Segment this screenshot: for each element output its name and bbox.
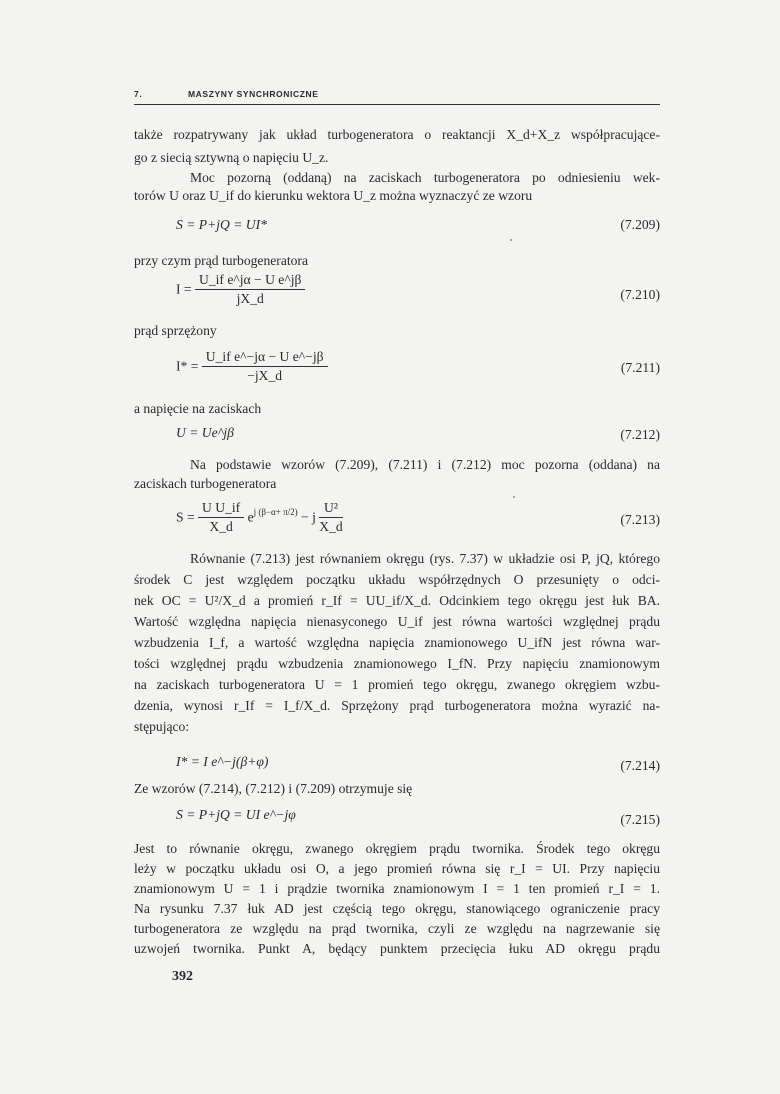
equation-number: (7.213) xyxy=(620,512,660,527)
text-line: Równanie (7.213) jest równaniem okręgu (rys. 7.37) w układzie osi P, jQ, którego xyxy=(190,551,660,566)
text-line: Na podstawie wzorów (7.209), (7.211) i (7.212) moc pozorna (oddana) na xyxy=(190,457,660,472)
equation-number: (7.215) xyxy=(620,812,660,827)
text-line: Jest to równanie okręgu, zwanego okręgiem prądu twornika. Środek tego okręgu xyxy=(134,841,660,856)
equation-number: (7.211) xyxy=(620,360,660,375)
equation-7-214: I* = I e^−j(β+φ) xyxy=(176,754,269,769)
text-line: stępująco: xyxy=(134,719,190,734)
chapter-title: MASZYNY SYNCHRONICZNE xyxy=(188,89,319,99)
text-line: przy czym prąd turbogeneratora xyxy=(134,253,308,268)
equation-number: (7.212) xyxy=(620,427,660,442)
text-line: nek OC = U²/X_d a promień r_If = UU_if/X_d. Odcinkiem tego okręgu jest łuk BA. xyxy=(134,593,660,608)
equation-7-212: U = Ue^jβ xyxy=(176,425,234,440)
equation-7-211: I* = $\frac{\text{U\_if e\textasciicircum{}−jα − U e\textasciicircum{}−jβ}}{-jX\_d}$ xyxy=(176,349,328,384)
text-line: zaciskach turbogeneratora xyxy=(134,476,277,491)
equation-number: (7.210) xyxy=(620,287,660,302)
text-line: wzbudzenia I_f, a wartość względna napięcia znamionowego U_ifN jest równa war- xyxy=(134,635,660,650)
equation-7-210: I = $\frac{\text{U\_if e\textasciicircum{}jα − U e\textasciicircum{}jβ}}{jX\_d}$ xyxy=(176,272,305,307)
page-number: 392 xyxy=(172,969,193,984)
chapter-number: 7. xyxy=(134,89,143,99)
text-line: tości względnej prądu wzbudzenia znamionowego I_fN. Przy napięciu znamionowym xyxy=(134,656,660,671)
text-line: turbogeneratora ze względu na prąd twornika, czyli ze względu na nagrzewanie się xyxy=(134,921,660,936)
text-line: Moc pozorną (oddaną) na zaciskach turbogeneratora po odniesieniu wek- xyxy=(190,170,660,185)
text-line: środek C jest względem początku układu współrzędnych O przesunięty o odci- xyxy=(134,572,660,587)
text-line: prąd sprzężony xyxy=(134,323,217,338)
text-line: Ze wzorów (7.214), (7.212) i (7.209) otrzymuje się xyxy=(134,781,413,796)
equation-7-213: S = $\frac{\text{U U\_if}}{X\_d}$ $e^{j (\beta-\alpha+ \pi/2)} - j$ $\frac{\text{U²}}{X\_d}$ xyxy=(176,500,343,534)
equation-7-215: S = P+jQ = UI e^−jφ xyxy=(176,807,296,822)
text-line: leży w początku układu osi O, a jego promień równa się r_I = UI. Przy napięciu xyxy=(134,861,660,876)
text-line: torów U oraz U_if do kierunku wektora U_z można wyznaczyć ze wzoru xyxy=(134,188,533,203)
text-line: a napięcie na zaciskach xyxy=(134,401,262,416)
text-line: go z siecią sztywną o napięciu U_z. xyxy=(134,150,329,165)
text-line: Na rysunku 7.37 łuk AD jest częścią tego okręgu, stanowiącego ograniczenie pracy xyxy=(134,901,660,916)
equation-number: (7.209) xyxy=(620,217,660,232)
header-rule xyxy=(134,104,660,105)
equation-number: (7.214) xyxy=(620,758,660,773)
scan-speck xyxy=(510,239,512,241)
text-line: Wartość względna napięcia nienasyconego U_if jest równa wartości względnej prądu xyxy=(134,614,660,629)
text-line: także rozpatrywany jak układ turbogeneratora o reaktancji X_d+X_z współpracujące- xyxy=(134,127,660,142)
text-line: dzenia, wynosi r_If = I_f/X_d. Sprzężony prąd turbogeneratora można wyrazić na- xyxy=(134,698,660,713)
scan-speck xyxy=(513,496,515,498)
equation-7-209: S = P+jQ = UI* xyxy=(176,217,267,232)
text-line: na zaciskach turbogeneratora U = 1 promień tego okręgu, zwanego okręgiem wzbu- xyxy=(134,677,660,692)
text-line: znamionowym U = 1 i prądzie twornika znamionowym I = 1 ten promień r_I = 1. xyxy=(134,881,660,896)
text-line: uzwojeń twornika. Punkt A, będący punktem przecięcia łuku AD okręgu prądu xyxy=(134,941,660,956)
